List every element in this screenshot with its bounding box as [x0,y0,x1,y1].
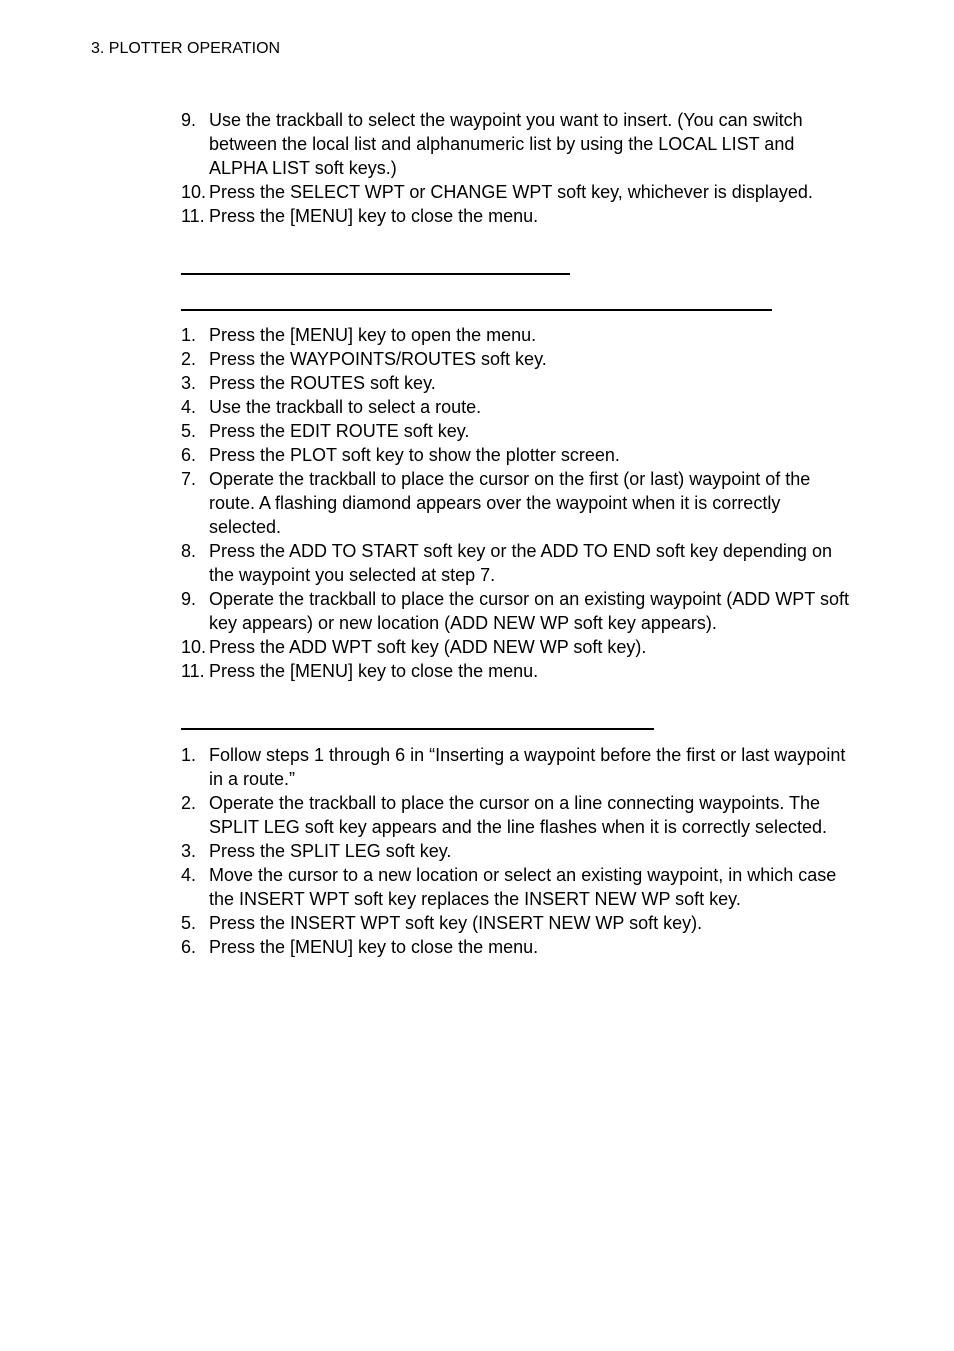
step-text: Press the INSERT WPT soft key (INSERT NEW WP soft key). [209,913,703,933]
list-item [181,911,849,935]
list-item [181,935,849,959]
step-number: 10. [181,182,207,202]
step-text: Press the PLOT soft key to show the plotter screen. [209,445,620,465]
step-text: Operate the trackball to place the cursor on a line connecting waypoints. The SPLIT LEG soft key appears and the line flashes when it is correctly selected. [209,793,827,837]
step-number: 11. [181,661,205,681]
step-text: Operate the trackball to place the cursor on the first (or last) waypoint of the route. A flashing diamond appears over the waypoint when it is correctly selected. [209,469,811,537]
step-text: Press the [MENU] key to close the menu. [209,661,539,681]
step-number: 1. [181,745,197,765]
step-text: Press the WAYPOINTS/ROUTES soft key. [209,349,547,369]
list-item [181,635,849,659]
page-header: 3. PLOTTER OPERATION [91,40,281,57]
step-text: Press the SPLIT LEG soft key. [209,841,452,861]
heading-rule-2 [181,309,772,311]
step-text: Press the [MENU] key to close the menu. [209,206,539,226]
step-number: 2. [181,349,197,369]
list-item [181,587,849,635]
list-item [181,863,849,911]
step-text: Press the SELECT WPT or CHANGE WPT soft key, whichever is displayed. [209,182,813,202]
list-item [181,659,849,683]
list-item [181,743,849,791]
list-item [181,371,849,395]
step-number: 8. [181,541,197,561]
step-number: 9. [181,589,197,609]
step-number: 6. [181,445,197,465]
list-item [181,180,849,204]
heading-rule-1 [181,273,570,275]
step-text: Follow steps 1 through 6 in “Inserting a waypoint before the first or last waypoint in a route.” [209,745,846,789]
step-number: 10. [181,637,207,657]
list-item [181,204,849,228]
step-number: 7. [181,469,197,489]
step-number: 5. [181,913,197,933]
list-item [181,839,849,863]
step-number: 9. [181,110,197,130]
step-number: 4. [181,865,197,885]
step-text: Use the trackball to select a route. [209,397,482,417]
step-number: 5. [181,421,197,441]
list-item [181,323,849,347]
step-text: Press the [MENU] key to open the menu. [209,325,537,345]
step-text: Press the ADD TO START soft key or the ADD TO END soft key depending on the waypoint you selected at step 7. [209,541,832,585]
step-text: Press the EDIT ROUTE soft key. [209,421,470,441]
step-text: Move the cursor to a new location or select an existing waypoint, in which case the INSERT WPT soft key replaces the INSERT NEW WP soft key. [209,865,837,909]
list-item [181,791,849,839]
step-text: Press the ROUTES soft key. [209,373,436,393]
step-number: 3. [181,373,197,393]
step-number: 2. [181,793,197,813]
list-item [181,395,849,419]
step-text: Press the [MENU] key to close the menu. [209,937,539,957]
step-number: 1. [181,325,197,345]
step-text: Operate the trackball to place the cursor on an existing waypoint (ADD WPT soft key appears) or new location (ADD NEW WP soft key appears). [209,589,849,633]
list-item [181,443,849,467]
list-item [181,347,849,371]
steps-list-insert-between [181,743,849,959]
list-item [181,108,849,180]
step-number: 3. [181,841,197,861]
step-text: Use the trackball to select the waypoint you want to insert. (You can switch between the local list and alphanumeric list by using the LOCAL LIST and ALPHA LIST soft keys.) [209,110,803,178]
steps-list-top [181,108,849,228]
step-number: 11. [181,206,205,226]
heading-rule-3 [181,728,654,730]
step-number: 4. [181,397,197,417]
list-item [181,539,849,587]
step-text: Press the ADD WPT soft key (ADD NEW WP soft key). [209,637,647,657]
steps-list-insert-end [181,323,849,683]
step-number: 6. [181,937,197,957]
list-item [181,467,849,539]
list-item [181,419,849,443]
